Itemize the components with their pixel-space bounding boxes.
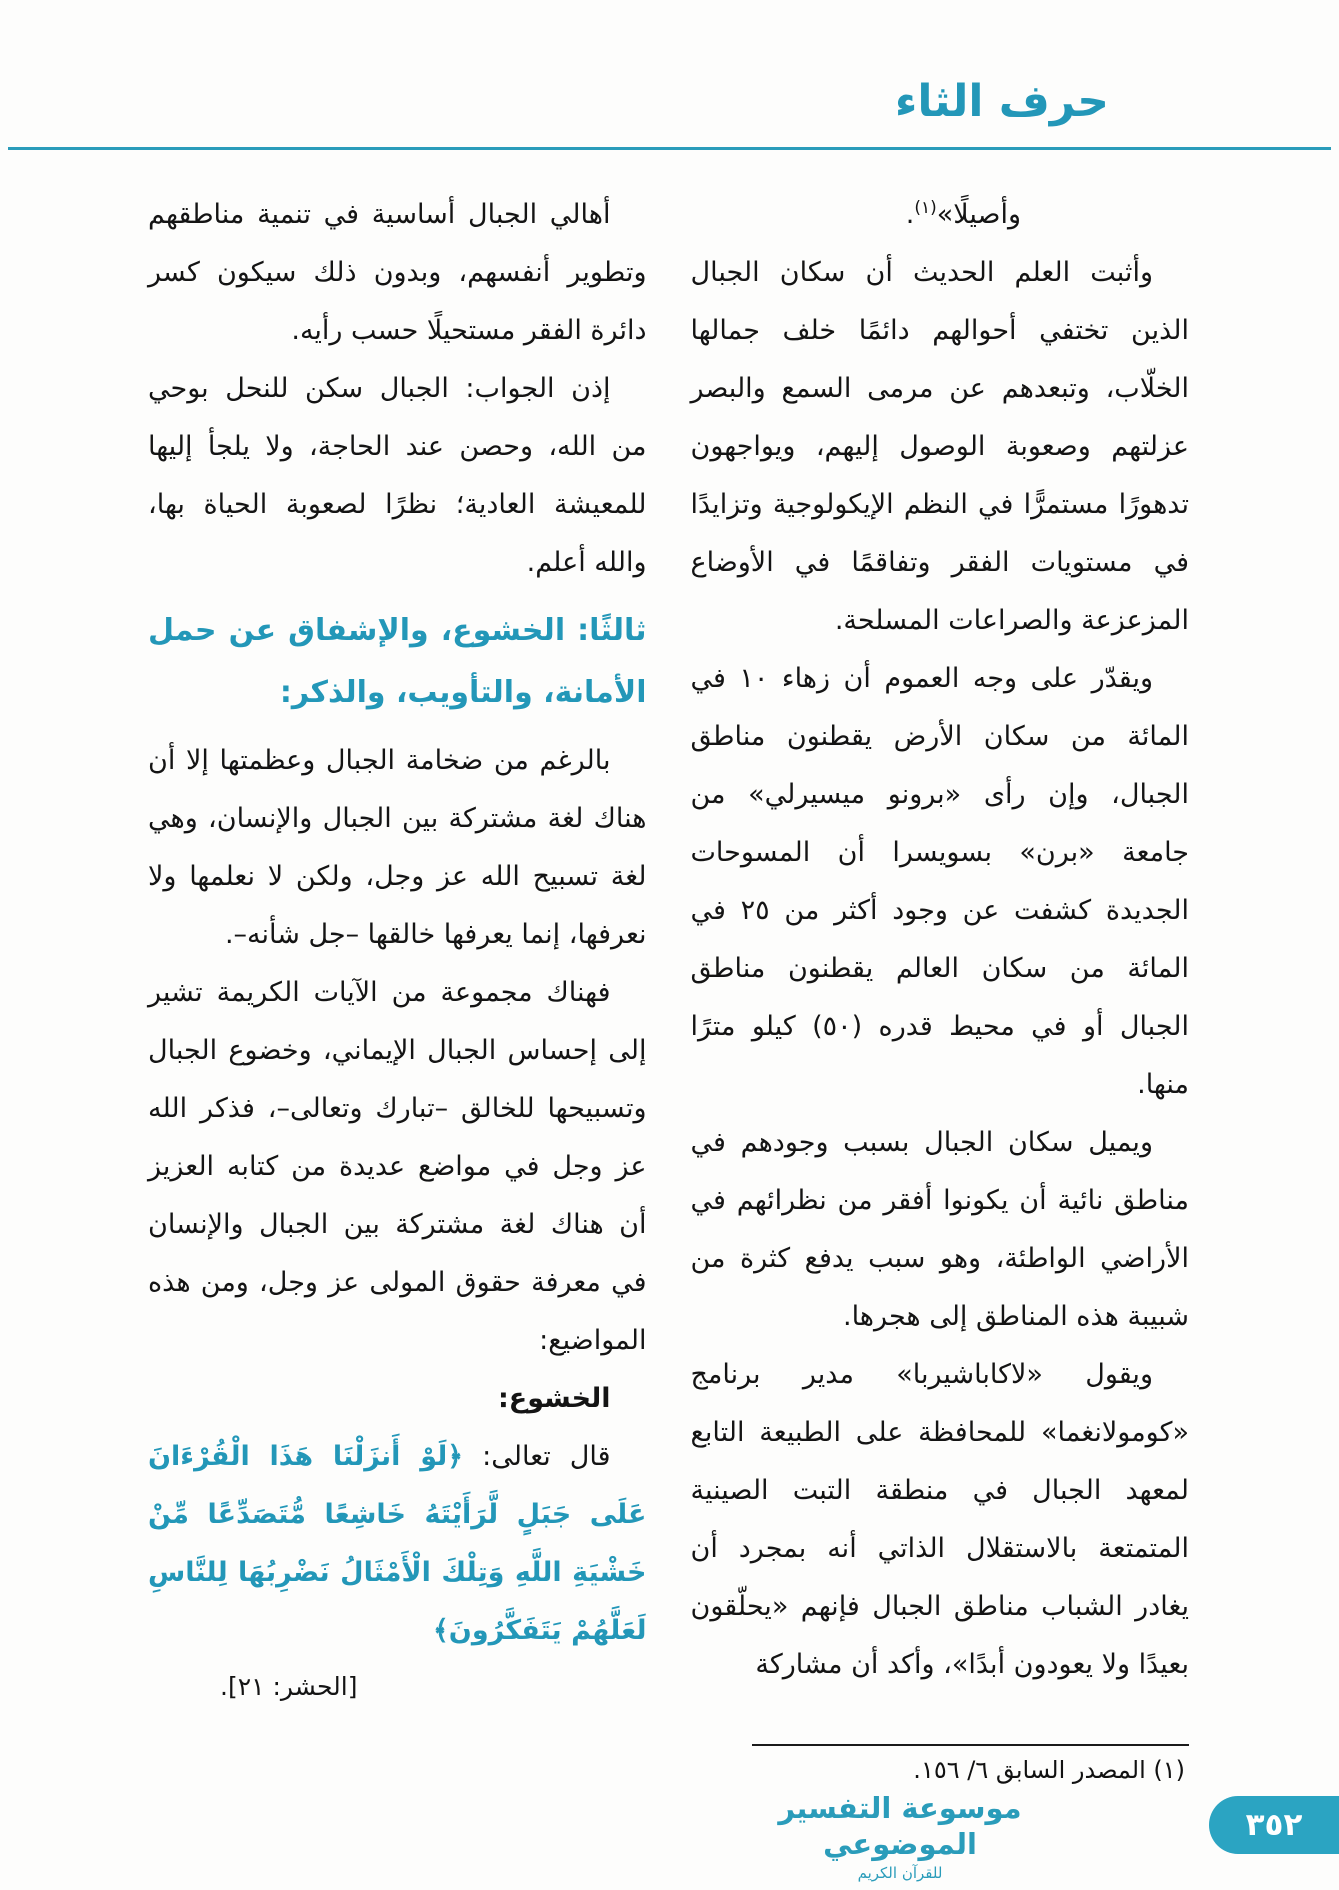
column-right (691, 186, 1190, 1714)
column-left (148, 186, 647, 1714)
header-divider-line (8, 147, 1331, 150)
logo-subtitle: للقرآن الكريم (857, 1864, 943, 1882)
footnote-divider-line (752, 1744, 1189, 1746)
section-heading: ثالثًا: الخشوع، والإشفاق عن حمل الأمانة، والتأويب، والذكر: (148, 613, 647, 710)
sentence-period: . (905, 199, 915, 230)
verse-intro: قال تعالى: (482, 1441, 611, 1472)
paragraph: ويميل سكان الجبال بسبب وجودهم في مناطق نائية أن يكونوا أفقر من نظرائهم في الأراضي الواطئة، وهو سبب يدفع كثرة من شبيبة هذه المناطق إلى هجرها. (690, 1127, 1189, 1332)
footnote-text: (١) المصدر السابق ٦/ ١٥٦. (913, 1756, 1185, 1784)
paragraph: إذن الجواب: الجبال سكن للنحل بوحي من الله، وحصن عند الحاجة، ولا يلجأ إليها للمعيشة العادية؛ نظرًا لصعوبة الحياة بها، والله أعلم. (148, 373, 647, 578)
footnote-marker: (١) (914, 198, 937, 218)
paragraph: ويقول «لاكاباشيربا» مدير برنامج «كومولانغما» للمحافظة على الطبيعة التابع لمعهد الجبال في منطقة التبت الصينية المتمتعة بالاستقلال الذاتي أنه بمجرد أن يغادر الشباب مناطق الجبال فإنهم «يحلّقون بعيدًا ولا يعودون أبدًا»، وأكد أن مشاركة (690, 1359, 1189, 1680)
paragraph: أهالي الجبال أساسية في تنمية مناطقهم وتطوير أنفسهم، وبدون ذلك سيكون كسر دائرة الفقر مستحيلًا حسب رأيه. (148, 199, 647, 346)
publisher-logo (770, 1790, 1030, 1882)
verse-reference: [الحشر: ٢١]. (220, 1672, 358, 1701)
quran-verse-paragraph (148, 1428, 647, 1660)
paragraph-continuation (691, 186, 1190, 244)
quran-verse-text: ﴿لَوْ أَنزَلْنَا هَذَا الْقُرْءَانَ عَلَى جَبَلٍ لَّرَأَيْتَهُ خَاشِعًا مُّتَصَدِّعًا مِّنْ خَشْيَةِ اللَّهِ وَتِلْكَ الْأَمْثَالُ نَضْرِبُهَا لِلنَّاسِ لَعَلَّهُمْ يَتَفَكَّرُونَ﴾ (148, 1441, 647, 1646)
paragraph: ويقدّر على وجه العموم أن زهاء ١٠ في المائة من سكان الأرض يقطنون مناطق الجبال، وإن رأى «برونو ميسيرلي» من جامعة «برن» بسويسرا أن المسوحات الجديدة كشفت عن وجود أكثر من ٢٥ في المائة من سكان العالم يقطنون مناطق الجبال أو في محيط قدره (٥٠) كيلو مترًا منها. (690, 663, 1189, 1100)
logo-title: موسوعة التفسير الموضوعي (778, 1791, 1022, 1861)
chapter-title-calligraphy: حرف الثاء (894, 76, 1109, 127)
paragraph: بالرغم من ضخامة الجبال وعظمتها إلا أن هناك لغة مشتركة بين الجبال والإنسان، وهي لغة تسبيح الله عز وجل، ولكن لا نعلمها ولا نعرفها، إنما يعرفها خالقها –جل شأنه–. (148, 745, 647, 950)
paragraph: وأثبت العلم الحديث أن سكان الجبال الذين تختفي أحوالهم دائمًا خلف جمالها الخلّاب، وتبعدهم عن مرمى السمع والبصر عزلتهم وصعوبة الوصول إليهم، ويواجهون تدهورًا مستمرًّا في النظم الإيكولوجية وتزايدًا في مستويات الفقر وتفاقمًا في الأوضاع المزعزعة والصراعات المسلحة. (690, 257, 1189, 636)
paragraph: فهناك مجموعة من الآيات الكريمة تشير إلى إحساس الجبال الإيماني، وخضوع الجبال وتسبيحها للخالق –تبارك وتعالى–، فذكر الله عز وجل في مواضع عديدة من كتابه العزيز أن هناك لغة مشتركة بين الجبال والإنسان في معرفة حقوق المولى عز وجل، ومن هذه المواضيع: (148, 977, 647, 1356)
quote-fragment: وأصيلًا» (936, 199, 1021, 230)
two-column-text-area (148, 186, 1189, 1714)
subheading-khushu: الخشوع: (498, 1383, 611, 1414)
page-number: ٣٥٢ (1245, 1807, 1303, 1843)
page-number-badge (1209, 1796, 1339, 1854)
